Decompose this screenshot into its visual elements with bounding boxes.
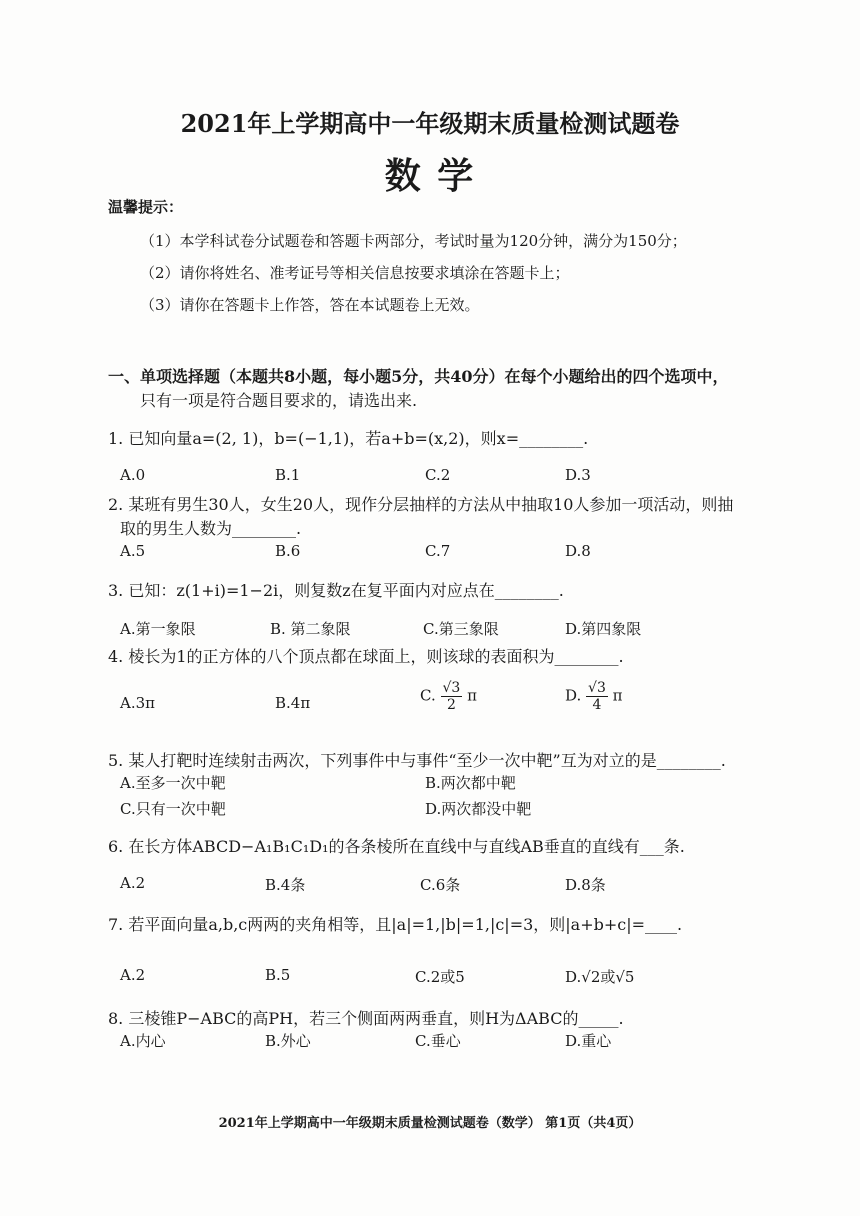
- question-1-option-c: C.2: [425, 466, 451, 484]
- question-2-option-c: C.7: [425, 542, 451, 560]
- question-1-stem: 1. 已知向量a=(2, 1)，b=(−1,1)，若a+b=(x,2)，则x=________.: [108, 429, 589, 448]
- question-2-stem-cont: 取的男生人数为________.: [120, 519, 302, 538]
- question-6-option-d: D.8条: [565, 876, 606, 894]
- question-4-option-a: A.3π: [120, 694, 156, 712]
- question-6-stem: 6. 在长方体ABCD−A₁B₁C₁D₁的各条棱所在直线中与直线AB垂直的直线有___条.: [108, 837, 685, 856]
- question-5-option-b: B.两次都中靶: [425, 774, 516, 792]
- subject-title: 数 学: [384, 155, 476, 197]
- exam-title: 2021年上学期高中一年级期末质量检测试题卷: [180, 109, 680, 138]
- fraction-c: [441, 680, 463, 713]
- question-4-option-d: [565, 680, 623, 713]
- section-heading: 一、单项选择题（本题共8小题，每小题5分，共40分）在每个小题给出的四个选项中，: [108, 367, 729, 386]
- question-2-stem: 2. 某班有男生30人，女生20人，现作分层抽样的方法从中抽取10人参加一项活动，则抽: [108, 495, 734, 514]
- fraction-d: [586, 680, 608, 713]
- question-4-stem: 4. 棱长为1的正方体的八个顶点都在球面上，则该球的表面积为________.: [108, 647, 624, 666]
- question-7-option-b: B.5: [265, 966, 291, 984]
- question-8-option-a: A.内心: [120, 1032, 166, 1050]
- question-1-option-d: D.3: [565, 466, 591, 484]
- question-1-option-a: A.0: [120, 466, 146, 484]
- question-4-option-c: [420, 680, 477, 713]
- question-3-option-c: C.第三象限: [423, 620, 499, 638]
- option-d-label: D.: [565, 686, 582, 705]
- question-5-option-d: D.两次都没中靶: [425, 800, 532, 818]
- question-7-option-c: C.2或5: [415, 968, 465, 986]
- fraction-d-numerator: √3: [588, 680, 606, 696]
- question-7-stem: 7. 若平面向量a,b,c两两的夹角相等，且|a|=1,|b|=1,|c|=3，则|a+b+c|=____.: [108, 915, 683, 934]
- fraction-c-denominator: 2: [446, 697, 456, 713]
- tip-item-3: （3）请你在答题卡上作答，答在本试题卷上无效。: [140, 296, 480, 314]
- question-4-option-b: B.4π: [275, 694, 311, 712]
- question-6-option-c: C.6条: [420, 876, 461, 894]
- question-2-option-d: D.8: [565, 542, 591, 560]
- question-8-option-c: C.垂心: [415, 1032, 461, 1050]
- question-6-option-a: A.2: [120, 874, 146, 892]
- question-2-option-b: B.6: [275, 542, 301, 560]
- section-heading-cont: 只有一项是符合题目要求的，请选出来.: [140, 391, 418, 410]
- fraction-d-denominator: 4: [592, 697, 602, 713]
- question-2-option-a: A.5: [120, 542, 146, 560]
- question-8-option-b: B.外心: [265, 1032, 311, 1050]
- question-3-option-d: D.第四象限: [565, 620, 642, 638]
- question-5-option-a: A.至多一次中靶: [120, 774, 226, 792]
- question-3-option-b: B. 第二象限: [270, 620, 351, 638]
- tips-heading: 温馨提示：: [108, 198, 184, 216]
- tip-item-2: （2）请你将姓名、准考证号等相关信息按要求填涂在答题卡上；: [140, 264, 570, 282]
- option-c-label: C.: [420, 686, 436, 705]
- question-5-option-c: C.只有一次中靶: [120, 800, 226, 818]
- page-footer: 2021年上学期高中一年级期末质量检测试题卷（数学） 第1页（共4页）: [218, 1116, 642, 1131]
- question-3-option-a: A.第一象限: [120, 620, 196, 638]
- question-3-stem: 3. 已知：z(1+i)=1−2i，则复数z在复平面内对应点在________.: [108, 581, 564, 600]
- question-1-option-b: B.1: [275, 466, 301, 484]
- question-6-option-b: B.4条: [265, 876, 306, 894]
- pi-symbol: π: [467, 686, 477, 705]
- question-8-stem: 8. 三棱锥P−ABC的高PH，若三个侧面两两垂直，则H为ΔABC的_____.: [108, 1009, 624, 1028]
- tip-item-1: （1）本学科试卷分试题卷和答题卡两部分，考试时量为120分钟，满分为150分；: [140, 232, 687, 250]
- question-7-option-a: A.2: [120, 966, 146, 984]
- pi-symbol: π: [612, 686, 623, 705]
- question-7-option-d: D.√2或√5: [565, 968, 635, 986]
- question-8-option-d: D.重心: [565, 1032, 612, 1050]
- fraction-c-numerator: √3: [442, 680, 461, 696]
- question-5-stem: 5. 某人打靶时连续射击两次，下列事件中与事件“至少一次中靶”互为对立的是________.: [108, 751, 726, 770]
